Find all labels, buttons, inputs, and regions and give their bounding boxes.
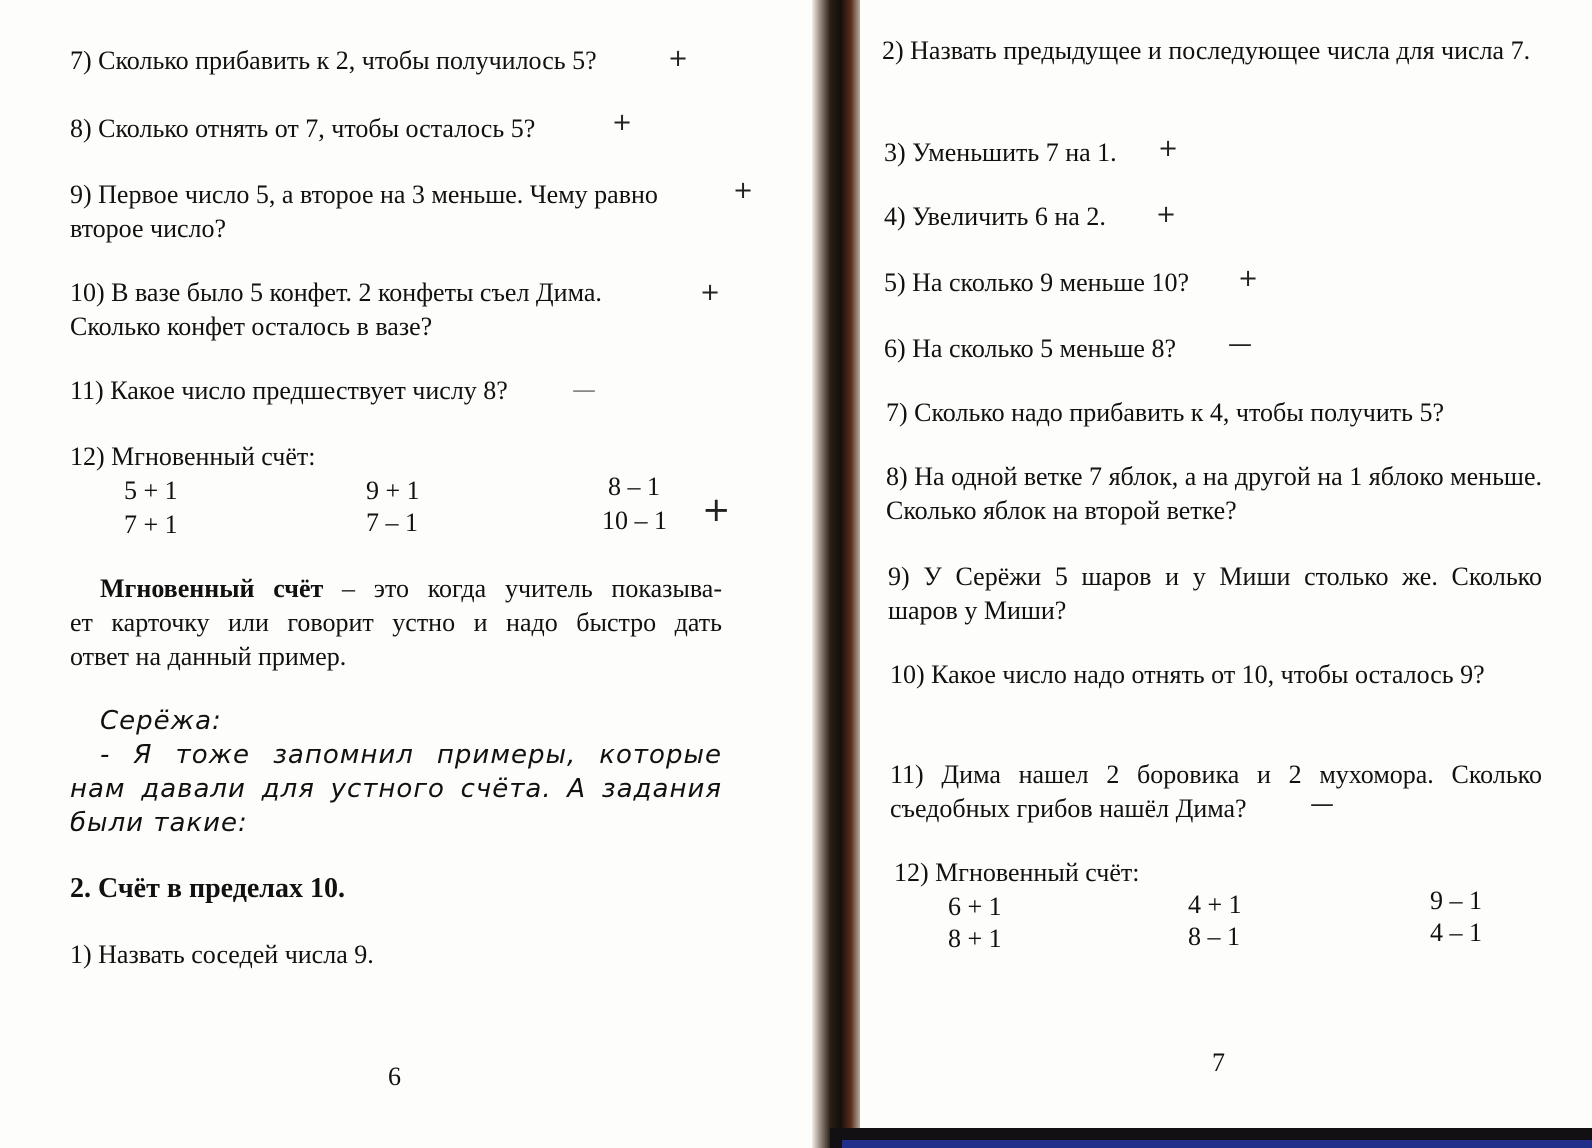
left-item-11: 11) Какое число предшествует числу 8? bbox=[70, 376, 508, 405]
handwritten-plus-mark: + bbox=[1156, 200, 1177, 228]
mental-math-example: 4 + 1 bbox=[1188, 890, 1242, 919]
right-item-5: 5) На сколько 9 меньше 10? bbox=[884, 268, 1189, 297]
handwritten-dash-mark: — bbox=[1310, 790, 1334, 818]
scan-bottom-stripe bbox=[842, 1140, 1592, 1148]
right-item-2: 2) Назвать предыдущее и последующее числа для числа 7. bbox=[882, 36, 1531, 65]
page-number-left: 6 bbox=[388, 1062, 401, 1091]
right-item-12: 12) Мгновенный счёт: bbox=[894, 858, 1140, 887]
handwritten-plus-mark: + bbox=[668, 44, 689, 72]
right-item-3: 3) Уменьшить 7 на 1. bbox=[884, 138, 1117, 167]
section-title: 2. Счёт в пределах 10. bbox=[70, 873, 346, 904]
right-item-9: 9) У Серёжи 5 шаров и у Миши столько же. Сколько шаров у Миши? bbox=[888, 562, 1542, 625]
mental-math-example: 9 + 1 bbox=[366, 476, 420, 505]
right-item-8: 8) На одной ветке 7 яблок, а на другой на 1 яблоко меньше. Сколько яблок на второй ветке? bbox=[886, 462, 1542, 525]
left-item-7: 7) Сколько прибавить к 2, чтобы получилось 5? bbox=[70, 46, 597, 75]
mental-math-example: 4 – 1 bbox=[1430, 918, 1482, 947]
handwritten-plus-mark: + bbox=[1238, 264, 1259, 292]
left-item-8: 8) Сколько отнять от 7, чтобы осталось 5? bbox=[70, 114, 536, 143]
handwritten-dash-mark: — bbox=[1228, 330, 1252, 358]
mental-math-example: 8 – 1 bbox=[608, 472, 660, 501]
left-item-10: 10) В вазе было 5 конфет. 2 конфеты съел Дима. Сколько конфет осталось в вазе? bbox=[70, 278, 602, 341]
handwritten-plus-mark: + bbox=[612, 108, 633, 136]
definition-line-3: ответ на данный пример. bbox=[70, 642, 347, 671]
definition-line-1: Мгновенный счёт – это когда учитель показыва- bbox=[100, 574, 722, 603]
page-number-right: 7 bbox=[1212, 1048, 1225, 1077]
definition-line-2: ет карточку или говорит устно и надо быстро дать bbox=[70, 608, 722, 637]
right-item-4: 4) Увеличить 6 на 2. bbox=[884, 202, 1106, 231]
handwritten-plus-mark: + bbox=[702, 490, 731, 530]
definition-paragraph bbox=[70, 572, 722, 674]
mental-math-example: 6 + 1 bbox=[948, 892, 1002, 921]
right-item-7: 7) Сколько надо прибавить к 4, чтобы получить 5? bbox=[886, 398, 1445, 427]
right-item-6: 6) На сколько 5 меньше 8? bbox=[884, 334, 1176, 363]
mental-math-example: 7 – 1 bbox=[366, 508, 418, 537]
left-item-1: 1) Назвать соседей числа 9. bbox=[70, 940, 374, 969]
dialogue-speaker: Серёжа: bbox=[100, 706, 222, 736]
handwritten-plus-mark: + bbox=[733, 176, 754, 204]
dialogue-block bbox=[70, 704, 722, 840]
mental-math-example: 10 – 1 bbox=[602, 506, 667, 535]
dialogue-line-3: были такие: bbox=[70, 808, 248, 838]
left-item-9: 9) Первое число 5, а второе на 3 меньше. Чему равно второе число? bbox=[70, 180, 658, 243]
handwritten-dash-mark: — bbox=[572, 376, 596, 404]
right-item-11: 11) Дима нашел 2 боровика и 2 мухомора. Сколько съедобных грибов нашёл Дима? bbox=[890, 760, 1542, 823]
dialogue-line-1: - Я тоже запомнил примеры, которые bbox=[100, 740, 722, 770]
mental-math-example: 9 – 1 bbox=[1430, 886, 1482, 915]
handwritten-plus-mark: + bbox=[700, 278, 721, 306]
mental-math-example: 5 + 1 bbox=[124, 476, 178, 505]
mental-math-example: 7 + 1 bbox=[124, 510, 178, 539]
right-page bbox=[860, 0, 1592, 1148]
definition-term: Мгновенный счёт bbox=[100, 574, 324, 603]
handwritten-plus-mark: + bbox=[1158, 134, 1179, 162]
right-item-10: 10) Какое число надо отнять от 10, чтобы осталось 9? bbox=[890, 660, 1485, 689]
mental-math-example: 8 – 1 bbox=[1188, 922, 1240, 951]
dialogue-line-2: нам давали для устного счёта. А задания bbox=[70, 774, 722, 804]
book-spine bbox=[812, 0, 864, 1148]
left-item-12: 12) Мгновенный счёт: bbox=[70, 442, 316, 471]
mental-math-example: 8 + 1 bbox=[948, 924, 1002, 953]
